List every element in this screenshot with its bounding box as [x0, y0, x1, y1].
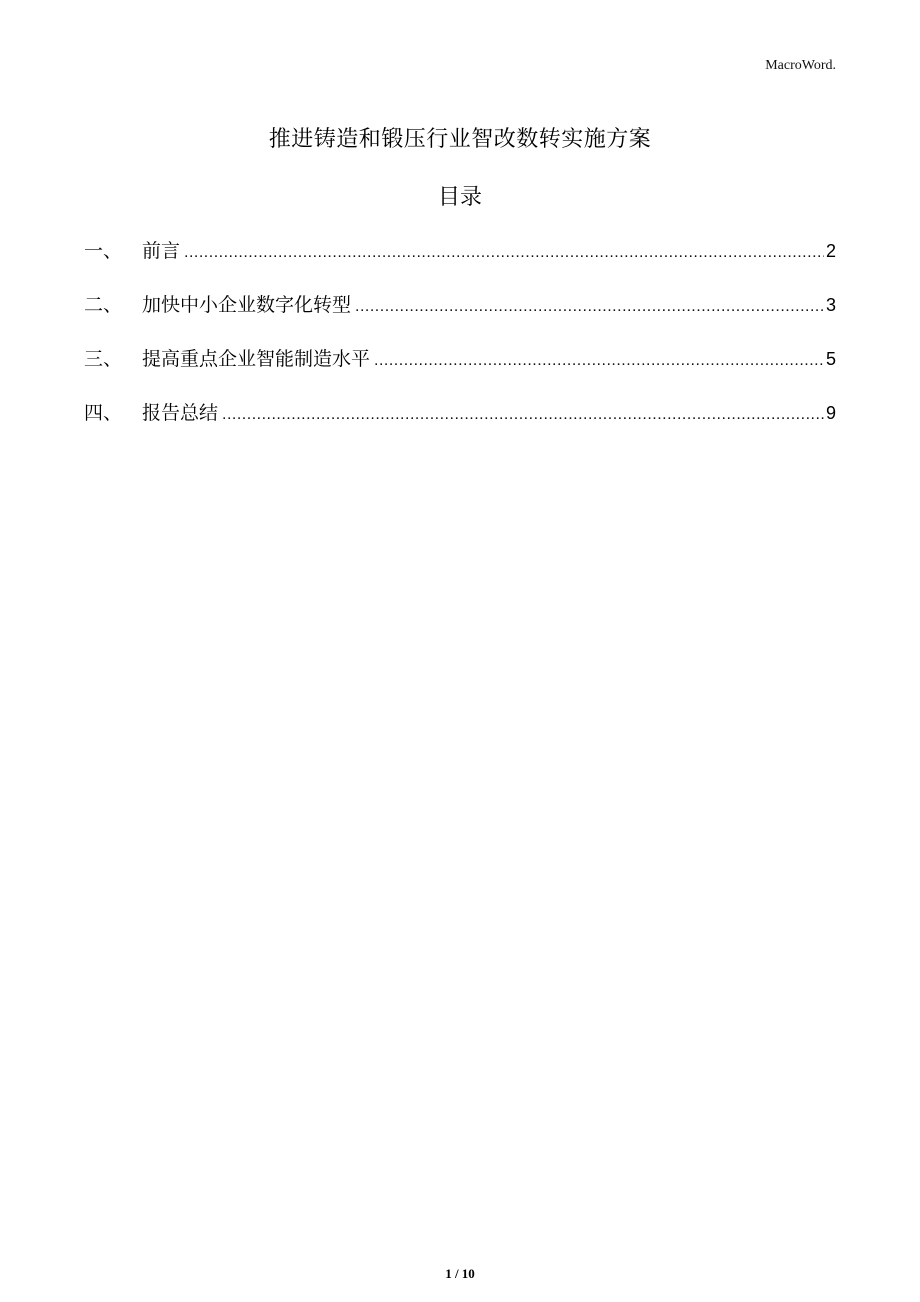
toc-entry-title: 报告总结	[142, 402, 219, 424]
page-header: MacroWord.	[765, 58, 836, 73]
toc-entry-smart-manufacturing[interactable]	[84, 344, 836, 374]
toc-heading: 目录	[437, 185, 482, 210]
toc-entry-page: 3	[825, 295, 836, 315]
page-number-footer: 1 / 10	[445, 1266, 475, 1281]
toc-dot-leader	[222, 406, 824, 424]
toc-entry-summary[interactable]	[84, 398, 836, 428]
toc-dot-leader	[355, 298, 824, 316]
toc-entry-number: 四、	[84, 402, 123, 424]
toc-entry-title: 前言	[142, 240, 181, 262]
toc-entry-sme-digital-transformation[interactable]	[84, 290, 836, 320]
document-title: 推进铸造和锻压行业智改数转实施方案	[268, 127, 652, 152]
toc-entry-number: 三、	[84, 348, 123, 370]
toc-entry-page: 2	[825, 241, 836, 261]
toc-dot-leader	[374, 352, 824, 370]
toc-entry-number: 一、	[84, 240, 123, 262]
toc-entry-title: 提高重点企业智能制造水平	[142, 348, 371, 370]
toc-entry-title: 加快中小企业数字化转型	[142, 294, 352, 316]
toc-entry-page: 5	[825, 349, 836, 369]
table-of-contents	[84, 236, 836, 452]
toc-entry-page: 9	[825, 403, 836, 423]
toc-entry-number: 二、	[84, 294, 123, 316]
toc-entry-preface[interactable]	[84, 236, 836, 266]
toc-dot-leader	[184, 244, 824, 262]
